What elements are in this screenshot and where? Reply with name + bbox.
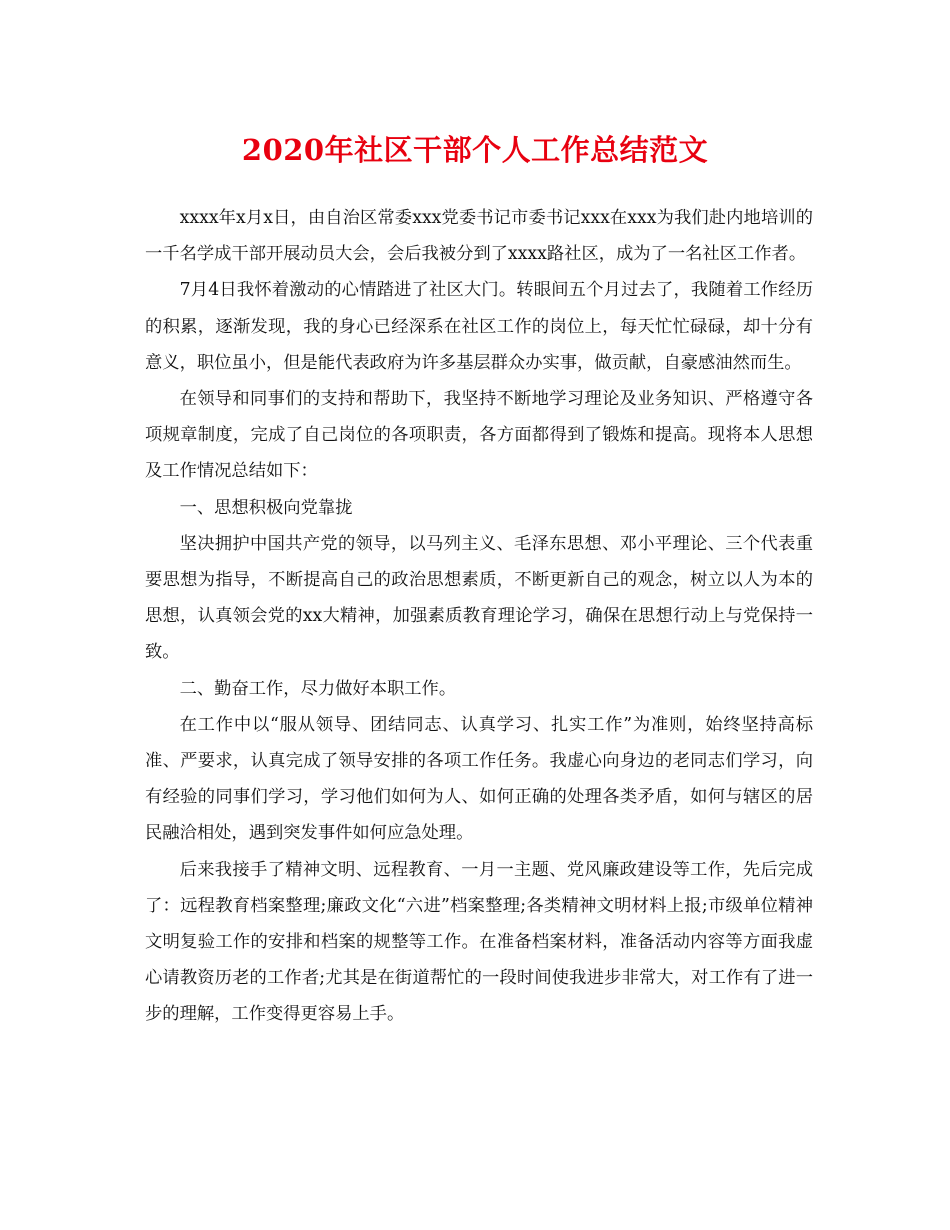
paragraph-work-principles: 在工作中以“服从领导、团结同志、认真学习、扎实工作”为准则，始终坚持高标准、严要求，认真完成了领导安排的各项工作任务。我虚心向身边的老同志们学习，向有经验的同事们学习，学习他们如何为人、如何正确的处理各类矛盾，如何与辖区的居民融洽相处，遇到突发事件如何应急处理。 bbox=[145, 714, 813, 844]
section-heading-1: 一、思想积极向党靠拢 bbox=[179, 497, 353, 518]
document-body bbox=[145, 200, 813, 1033]
paragraph-intro: xxxx年x月x日，由自治区常委xxx党委书记市委书记xxx在xxx为我们赴内地培训的一千名学成干部开展动员大会，会后我被分到了xxxx路社区，成为了一名社区工作者。 bbox=[145, 208, 813, 265]
section-heading-2: 二、勤奋工作，尽力做好本职工作。 bbox=[179, 678, 457, 699]
paragraph-summary-intro: 在领导和同事们的支持和帮助下，我坚持不断地学习理论及业务知识、严格遵守各项规章制度，完成了自己岗位的各项职责，各方面都得到了锻炼和提高。现将本人思想及工作情况总结如下： bbox=[145, 389, 813, 482]
paragraph-ideology: 坚决拥护中国共产党的领导，以马列主义、毛泽东思想、邓小平理论、三个代表重要思想为指导，不断提高自己的政治思想素质，不断更新自己的观念，树立以人为本的思想，认真领会党的xx大精神，加强素质教育理论学习，确保在思想行动上与党保持一致。 bbox=[145, 533, 813, 663]
paragraph-start-work: 7月4日我怀着激动的心情踏进了社区大门。转眼间五个月过去了，我随着工作经历的积累，逐渐发现，我的身心已经深系在社区工作的岗位上，每天忙忙碌碌，却十分有意义，职位虽小，但是能代表政府为许多基层群众办实事，做贡献，自豪感油然而生。 bbox=[145, 280, 813, 373]
paragraph-work-tasks: 后来我接手了精神文明、远程教育、一月一主题、党风廉政建设等工作，先后完成了：远程教育档案整理;廉政文化“六进”档案整理;各类精神文明材料上报;市级单位精神文明复验工作的安排和档案的规整等工作。在准备档案材料，准备活动内容等方面我虚心请教资历老的工作者;尤其是在街道帮忙的一段时间使我进步非常大，对工作有了进一步的理解，工作变得更容易上手。 bbox=[145, 859, 813, 1025]
document-title: 2020年社区干部个人工作总结范文 bbox=[241, 133, 709, 167]
